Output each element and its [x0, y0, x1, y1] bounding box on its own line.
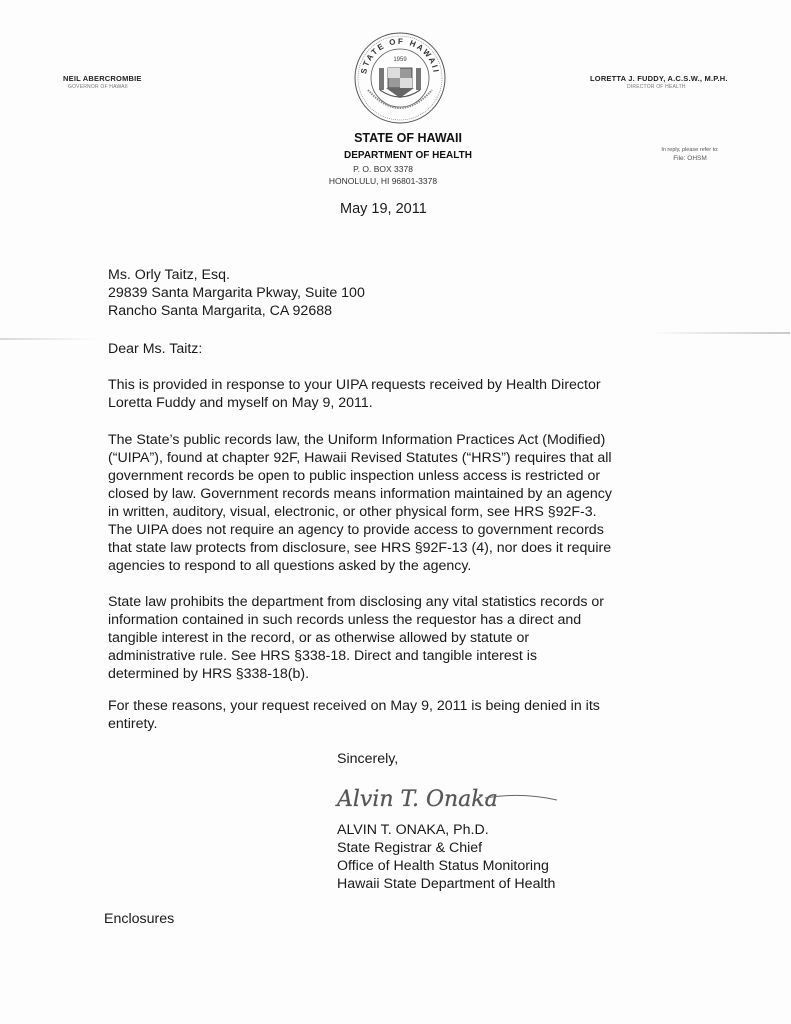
paragraph-line: State law prohibits the department from disclosing any vital statistics records or: [108, 594, 604, 610]
body-paragraph: [108, 376, 708, 412]
enclosures-note: Enclosures: [104, 911, 175, 927]
city-zip: HONOLULU, HI 96801-3378: [328, 176, 438, 186]
paragraph-line: agencies to respond to all questions asked by the agency.: [108, 558, 472, 574]
body-paragraph: [108, 593, 708, 683]
paragraph-line: This is provided in response to your UIPA requests received by Health Director: [108, 377, 601, 393]
governor-name: NEIL ABERCROMBIE: [63, 74, 142, 83]
signature-text: Alvin T. Onaka: [337, 787, 498, 812]
recipient-line: Rancho Santa Margarita, CA 92688: [108, 303, 332, 319]
paragraph-line: closed by law. Government records means information maintained by an agency: [108, 486, 612, 502]
letter-date: May 19, 2011: [340, 201, 427, 217]
body-paragraph: [108, 697, 708, 733]
paragraph-line: (“UIPA”), found at chapter 92F, Hawaii Revised Statutes (“HRS”) requires that all: [108, 450, 612, 466]
scan-streak: [650, 332, 790, 334]
paragraph-line: information contained in such records unless the requestor has a direct and: [108, 612, 582, 628]
handwritten-signature: [335, 778, 565, 818]
department-heading: DEPARTMENT OF HEALTH: [344, 150, 472, 161]
signer-title: State Registrar & Chief: [337, 840, 483, 856]
paragraph-line: tangible interest in the record, or as otherwise allowed by statute or: [108, 630, 530, 646]
signer-department: Hawaii State Department of Health: [337, 876, 556, 892]
recipient-line: Ms. Orly Taitz, Esq.: [108, 267, 230, 283]
paragraph-line: The State’s public records law, the Uniform Information Practices Act (Modified): [108, 432, 606, 448]
state-seal-icon: [350, 30, 450, 126]
body-paragraph: [108, 431, 708, 575]
paragraph-line: administrative rule. See HRS §338-18. Direct and tangible interest is: [108, 648, 537, 664]
reply-note: In reply, please refer to:: [661, 147, 719, 153]
paragraph-line: determined by HRS §338-18(b).: [108, 666, 310, 682]
recipient-address: [108, 266, 365, 320]
state-heading: STATE OF HAWAII: [354, 131, 462, 145]
scan-streak: [0, 338, 100, 340]
signer-name: ALVIN T. ONAKA, Ph.D.: [337, 822, 489, 838]
file-reference: File: OHSM: [673, 155, 707, 162]
director-title: DIRECTOR OF HEALTH: [627, 84, 686, 90]
seal-year: 1959: [393, 57, 407, 63]
signer-block: [337, 821, 555, 893]
salutation: Dear Ms. Taitz:: [108, 341, 203, 357]
governor-title: GOVERNOR OF HAWAII: [68, 84, 128, 90]
paragraph-line: government records be open to public inspection unless access is restricted or: [108, 468, 601, 484]
paragraph-line: that state law protects from disclosure, see HRS §92F-13 (4), nor does it require: [108, 540, 612, 556]
paragraph-line: entirety.: [108, 716, 158, 732]
signer-office: Office of Health Status Monitoring: [337, 858, 549, 874]
paragraph-line: Loretta Fuddy and myself on May 9, 2011.: [108, 395, 373, 411]
seal-ring-text: STATE OF HAWAII: [359, 36, 441, 75]
recipient-line: 29839 Santa Margarita Pkway, Suite 100: [108, 285, 365, 301]
director-name: LORETTA J. FUDDY, A.C.S.W., M.P.H.: [590, 74, 728, 83]
paragraph-line: in written, auditory, visual, electronic, or other physical form, see HRS §92F-3.: [108, 504, 597, 520]
closing: Sincerely,: [337, 751, 399, 767]
paragraph-line: The UIPA does not require an agency to provide access to government records: [108, 522, 604, 538]
po-box: P. O. BOX 3378: [353, 164, 413, 174]
paragraph-line: For these reasons, your request received on May 9, 2011 is being denied in its: [108, 698, 600, 714]
